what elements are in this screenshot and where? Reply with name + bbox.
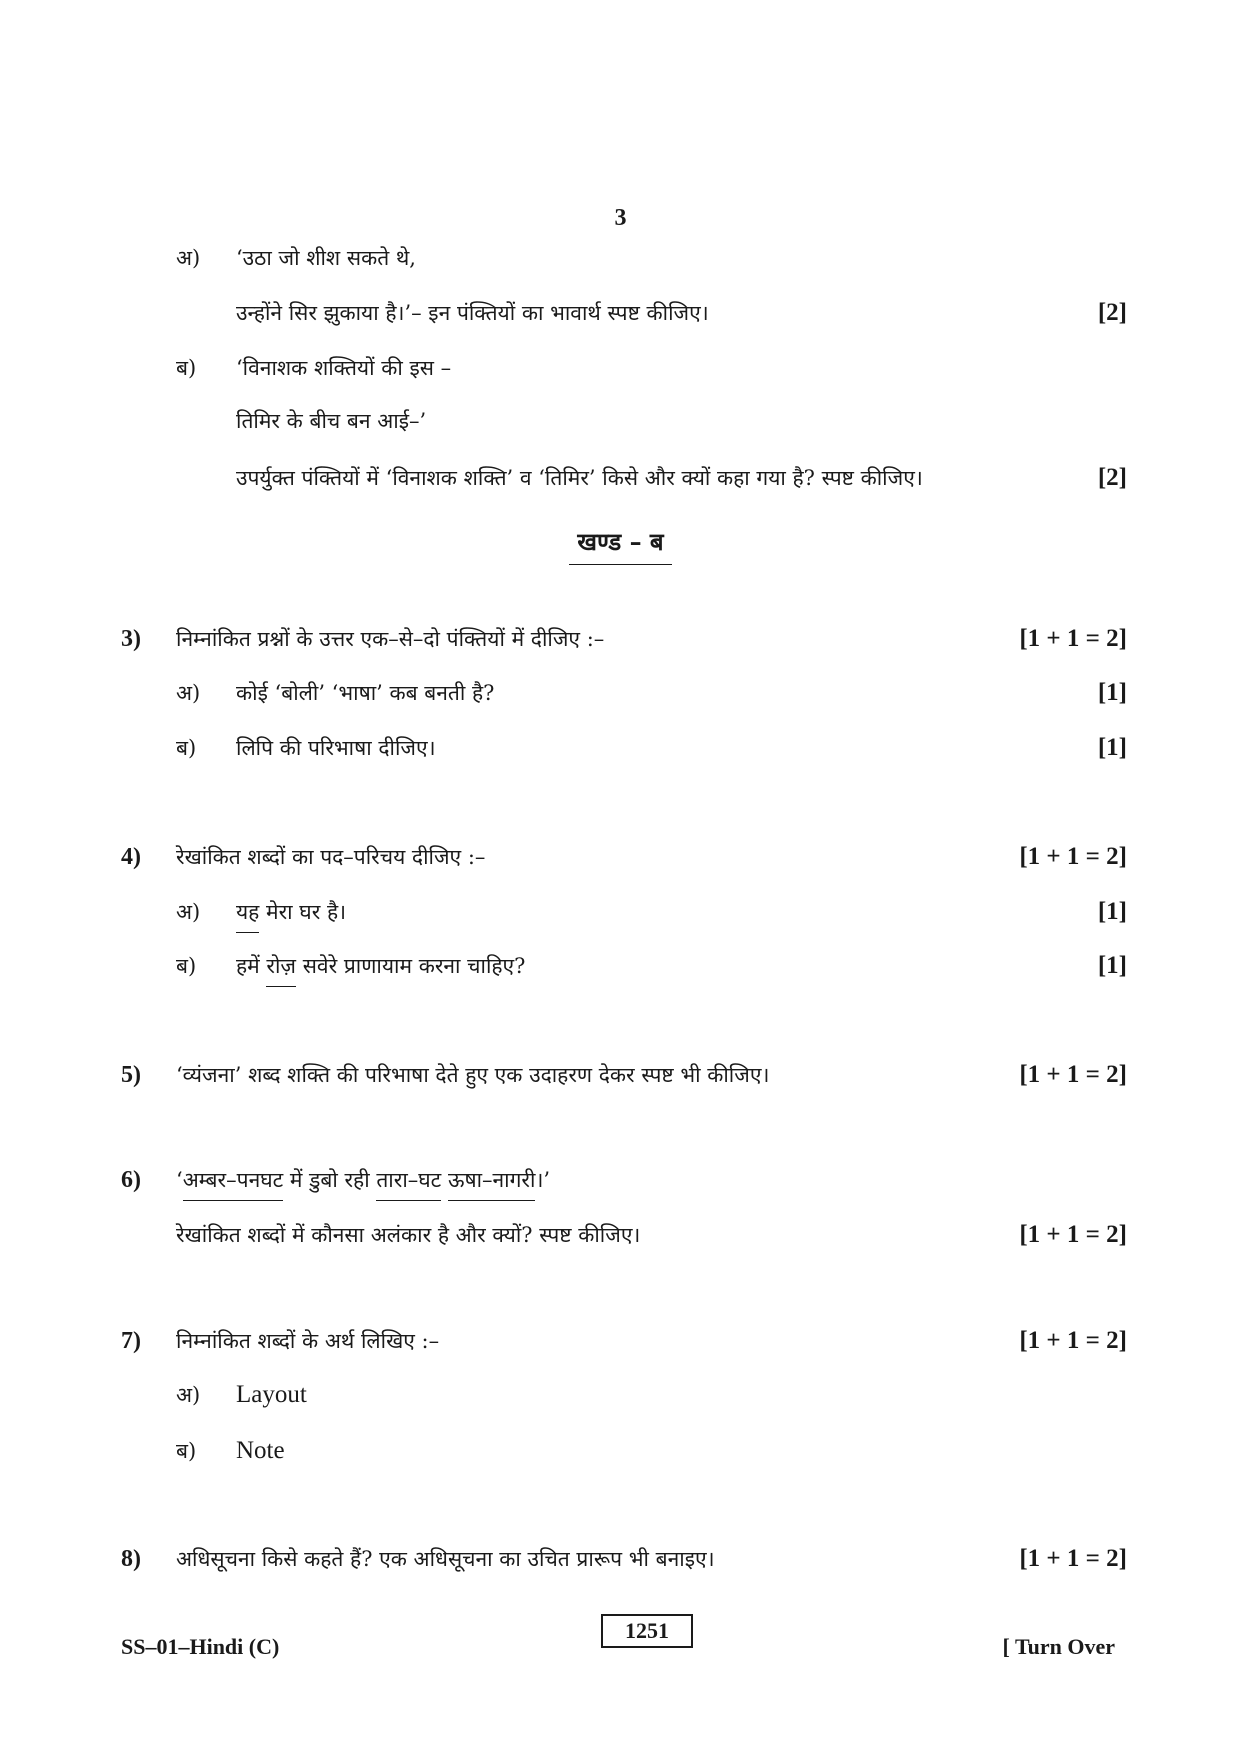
q4a-label: अ) (176, 900, 201, 924)
q2b-label: ब) (176, 356, 197, 380)
q7b-text: Note (236, 1437, 285, 1464)
q5-marks: [1 + 1 = 2] (1019, 1061, 1127, 1088)
q4-text: रेखांकित शब्दों का पद–परिचय दीजिए :– (176, 845, 486, 869)
q6-underlined-3: ऊषा–नागरी (448, 1165, 536, 1195)
q3b-label: ब) (176, 736, 197, 760)
q6-number: 6) (121, 1167, 141, 1193)
q2a-line1: ‘उठा जो शीश सकते थे, (236, 246, 416, 270)
q7b-label: ब) (176, 1439, 197, 1463)
q3b-marks: [1] (1097, 734, 1127, 761)
q4b-before: हमें (236, 954, 267, 978)
q2a-line2: उन्होंने सिर झुकाया है।’– इन पंक्तियों का भावार्थ स्पष्ट कीजिए। (236, 301, 709, 325)
q2a-marks: [2] (1097, 299, 1127, 326)
q5-number: 5) (121, 1062, 141, 1088)
q4-marks: [1 + 1 = 2] (1019, 843, 1127, 870)
q4b-rest: सवेरे प्राणायाम करना चाहिए? (296, 954, 526, 978)
q3a-label: अ) (176, 681, 201, 705)
q4b-marks: [1] (1097, 952, 1127, 979)
q4a-rest: मेरा घर है। (259, 900, 347, 924)
q6-quote-open: ‘ (176, 1168, 183, 1192)
q6-quote (176, 1165, 550, 1195)
q3-text: निम्नांकित प्रश्नों के उत्तर एक–से–दो पंक्तियों में दीजिए :– (176, 627, 605, 651)
q4b-text (236, 951, 525, 981)
q6-marks: [1 + 1 = 2] (1019, 1221, 1127, 1248)
q4a-marks: [1] (1097, 898, 1127, 925)
q2b-line3: उपर्युक्त पंक्तियों में ‘विनाशक शक्ति’ व ‘तिमिर’ किसे और क्यों कहा गया है? स्पष्ट कीजिए। (236, 466, 923, 490)
q7-marks: [1 + 1 = 2] (1019, 1327, 1127, 1354)
q3-marks: [1 + 1 = 2] (1019, 625, 1127, 652)
q8-number: 8) (121, 1546, 141, 1572)
section-heading: खण्ड – ब (0, 525, 1241, 565)
q8-marks: [1 + 1 = 2] (1019, 1545, 1127, 1572)
q3a-text: कोई ‘बोली’ ‘भाषा’ कब बनती है? (236, 681, 495, 705)
q7-text: निम्नांकित शब्दों के अर्थ लिखिए :– (176, 1329, 440, 1353)
q6-line2: रेखांकित शब्दों में कौनसा अलंकार है और क्यों? स्पष्ट कीजिए। (176, 1223, 641, 1247)
q6-space (441, 1168, 448, 1192)
q2b-line1: ‘विनाशक शक्तियों की इस – (236, 356, 452, 380)
q6-underlined-2: तारा–घट (376, 1165, 441, 1195)
q6-quote-close: ।’ (535, 1168, 551, 1192)
paper-number-box: 1251 (601, 1614, 693, 1648)
q4a-text (236, 897, 346, 927)
q4a-underlined-word: यह (236, 897, 259, 927)
turn-over-label: [ Turn Over (1002, 1634, 1115, 1659)
q4b-label: ब) (176, 954, 197, 978)
q3-number: 3) (121, 626, 141, 652)
q4-number: 4) (121, 844, 141, 870)
q2b-line2: तिमिर के बीच बन आई–’ (236, 409, 427, 433)
q3a-marks: [1] (1097, 679, 1127, 706)
q7a-text: Layout (236, 1381, 307, 1408)
q6-mid: में डुबो रही (283, 1168, 377, 1192)
q2a-label: अ) (176, 246, 201, 270)
paper-code: SS–01–Hindi (C) (121, 1634, 280, 1659)
q2b-marks: [2] (1097, 464, 1127, 491)
q4b-underlined-word: रोज़ (266, 951, 296, 981)
q6-underlined-1: अम्बर–पनघट (183, 1165, 284, 1195)
q8-text: अधिसूचना किसे कहते हैं? एक अधिसूचना का उचित प्रारूप भी बनाइए। (176, 1547, 715, 1571)
q7-number: 7) (121, 1328, 141, 1354)
q3b-text: लिपि की परिभाषा दीजिए। (236, 736, 436, 760)
q5-text: ‘व्यंजना’ शब्द शक्ति की परिभाषा देते हुए एक उदाहरण देकर स्पष्ट भी कीजिए। (176, 1063, 770, 1087)
q7a-label: अ) (176, 1383, 201, 1407)
page-number: 3 (614, 205, 627, 231)
